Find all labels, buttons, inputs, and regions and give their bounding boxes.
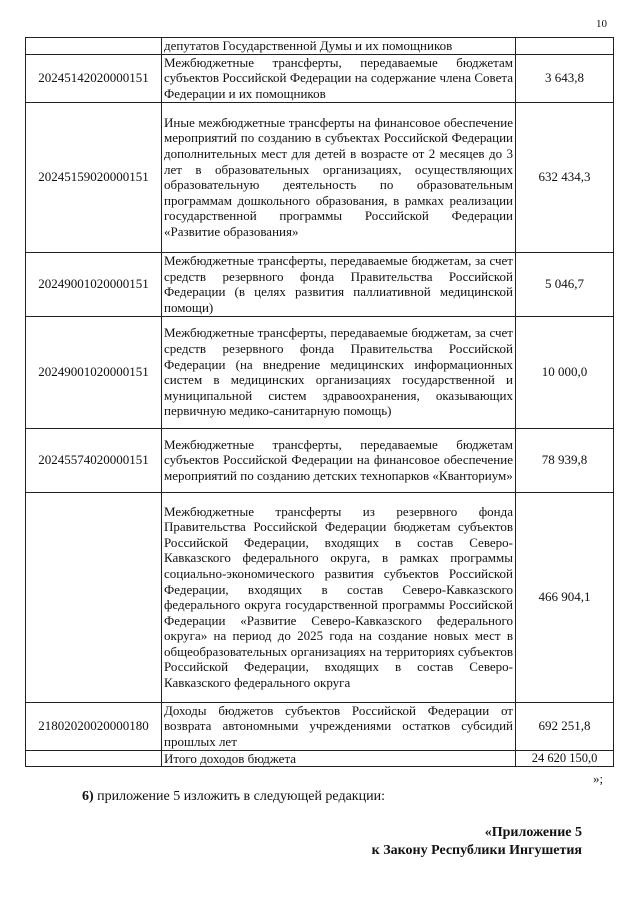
table-row bbox=[26, 428, 614, 492]
page-number: 10 bbox=[596, 18, 607, 30]
table-row bbox=[26, 252, 614, 316]
description-cell: Иные межбюджетные трансферты на финансовое обеспечение мероприятий по созданию в субъектах Российской Федерации дополнительных мест для детей в возрасте от 2 месяцев до 3 лет в образовательных организациях, осуществляющих образовательную деятельность по образовательным программам дошкольного образования, в рамках реализации государственной программы Российской Федерации «Развитие образования» bbox=[162, 102, 516, 252]
table-row bbox=[26, 54, 614, 102]
amount-cell: 466 904,1 bbox=[516, 492, 614, 702]
amount-cell: 632 434,3 bbox=[516, 102, 614, 252]
description-cell: Межбюджетные трансферты, передаваемые бюджетам, за счет средств резервного фонда Правительства Российской Федерации (в целях развития паллиативной медицинской помощи) bbox=[162, 252, 516, 316]
budget-code-cell: 21802020020000180 bbox=[26, 702, 162, 750]
description-cell: Межбюджетные трансферты из резервного фонда Правительства Российской Федерации бюджетам субъектов Российской Федерации, входящих в состав Северо-Кавказского федерального округа, в рамках программы социально-экономического развития субъектов Российской Федерации, входящих в состав Северо-Кавказского федерального округа государственной программы Российской Федерации «Развитие Северо-Кавказского федерального округа» на период до 2025 года на создание новых мест в общеобразовательных организациях на территориях субъектов Российской Федерации, входящих в состав Северо-Кавказского федерального округа bbox=[162, 492, 516, 702]
budget-code-cell: 20245159020000151 bbox=[26, 102, 162, 252]
amendment-instruction bbox=[82, 789, 385, 805]
budget-code-cell: 20249001020000151 bbox=[26, 252, 162, 316]
total-label-cell: Итого доходов бюджета bbox=[162, 750, 516, 767]
amount-cell: 3 643,8 bbox=[516, 54, 614, 102]
appendix-title: «Приложение 5 bbox=[484, 825, 582, 840]
total-amount-cell: 24 620 150,0 bbox=[516, 750, 614, 767]
budget-code-cell bbox=[26, 750, 162, 767]
table-row bbox=[26, 702, 614, 750]
budget-code-cell bbox=[26, 492, 162, 702]
budget-code-cell: 20245142020000151 bbox=[26, 54, 162, 102]
budget-code-cell: 20245574020000151 bbox=[26, 428, 162, 492]
table-row bbox=[26, 316, 614, 428]
budget-code-cell bbox=[26, 38, 162, 55]
description-cell: Доходы бюджетов субъектов Российской Федерации от возврата автономными учреждениями остатков субсидий прошлых лет bbox=[162, 702, 516, 750]
amount-cell: 5 046,7 bbox=[516, 252, 614, 316]
description-cell: Межбюджетные трансферты, передаваемые бюджетам субъектов Российской Федерации на финансовое обеспечение мероприятий по созданию детских технопарков «Кванториум» bbox=[162, 428, 516, 492]
total-row bbox=[26, 750, 614, 767]
budget-revenue-table bbox=[25, 37, 614, 767]
amount-cell: 78 939,8 bbox=[516, 428, 614, 492]
instruction-number: 6) bbox=[82, 789, 94, 804]
closing-quote: »; bbox=[593, 771, 604, 786]
budget-code-cell: 20249001020000151 bbox=[26, 316, 162, 428]
amount-cell: 692 251,8 bbox=[516, 702, 614, 750]
table-row bbox=[26, 38, 614, 55]
table-row bbox=[26, 492, 614, 702]
description-cell: депутатов Государственной Думы и их помощников bbox=[162, 38, 516, 55]
instruction-text: приложение 5 изложить в следующей редакции: bbox=[97, 789, 385, 804]
description-cell: Межбюджетные трансферты, передаваемые бюджетам, за счет средств резервного фонда Правительства Российской Федерации (на внедрение медицинских информационных систем в медицинских организациях государственной и муниципальной систем здравоохранения, оказывающих первичную медико-санитарную помощь) bbox=[162, 316, 516, 428]
appendix-subtitle: к Закону Республики Ингушетия bbox=[371, 843, 582, 858]
amount-cell bbox=[516, 38, 614, 55]
amount-cell: 10 000,0 bbox=[516, 316, 614, 428]
table-row bbox=[26, 102, 614, 252]
description-cell: Межбюджетные трансферты, передаваемые бюджетам субъектов Российской Федерации на содержание члена Совета Федерации и их помощников bbox=[162, 54, 516, 102]
